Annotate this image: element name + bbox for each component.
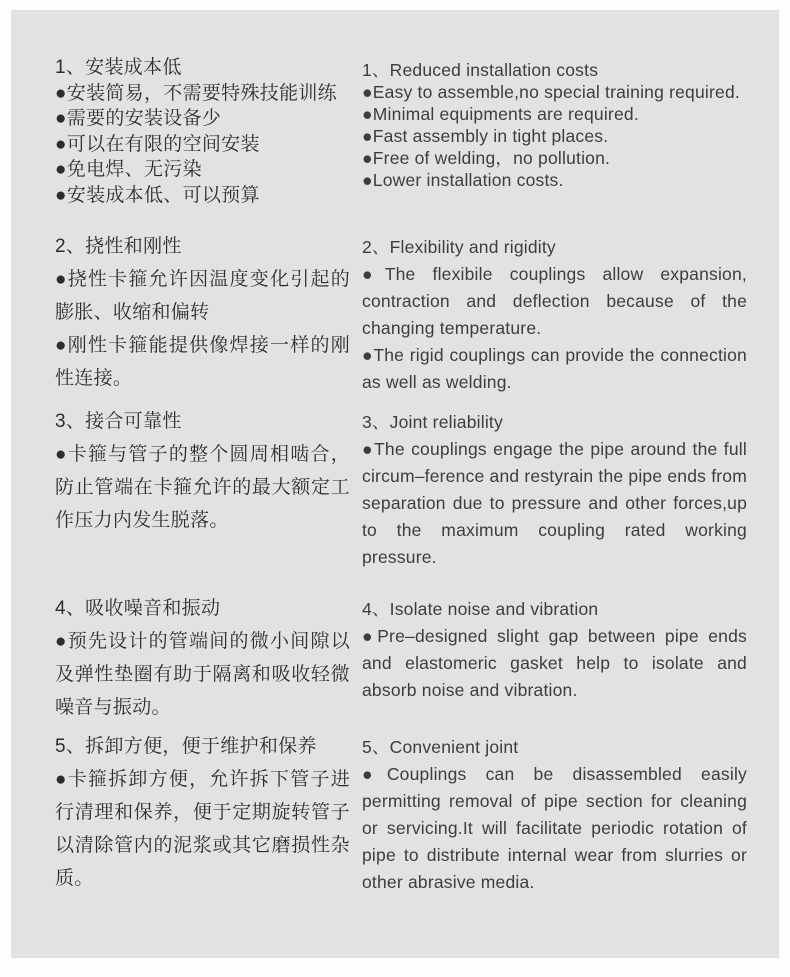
feature-section-en: [362, 405, 747, 571]
feature-bullet-en: ● Minimal equipments are required.: [362, 103, 747, 125]
feature-section-zh: [55, 405, 350, 571]
feature-bullet-zh: ● 安装成本低、可以预算: [55, 183, 350, 209]
feature-row-noise-vibration: [55, 592, 747, 724]
feature-row-convenient-joint: [55, 730, 747, 896]
feature-section-zh: [55, 230, 350, 396]
feature-bullet-zh: ● 免电焊、无污染: [55, 157, 350, 183]
feature-section-zh: [55, 730, 350, 896]
section-title-zh: 3、接合可靠性: [55, 411, 182, 432]
feature-bullet-en: ● The flexibile couplings allow expansion, contraction and deflection because of the changing temperature.: [362, 261, 747, 342]
feature-section-en: [362, 592, 747, 724]
section-title-en: 3、Joint reliability: [362, 412, 503, 432]
feature-bullet-en: ● Pre–designed slight gap between pipe ends and elastomeric gasket help to isolate and absorb noise and vibration.: [362, 623, 747, 704]
feature-bullet-zh: ● 安装简易，不需要特殊技能训练: [55, 81, 350, 107]
feature-section-en: [362, 55, 747, 208]
feature-bullet-en: ● Free of welding，no pollution.: [362, 147, 747, 169]
feature-section-zh: [55, 55, 350, 208]
feature-section-en: [362, 730, 747, 896]
feature-bullet-en: ● Couplings can be disassembled easily permitting removal of pipe section for cleaning or servicing.It will facilitate periodic rotation of pipe to distribute internal wear from slurries or other abrasive media.: [362, 761, 747, 896]
feature-row-joint-reliability: [55, 405, 747, 571]
feature-bullet-en: ● The couplings engage the pipe around the full circum–ference and restyrain the pipe ends from separation due to pressure and other forces,up to the maximum coupling rated working pressure.: [362, 436, 747, 571]
feature-bullet-zh: ● 卡箍拆卸方便，允许拆下管子进行清理和保养，便于定期旋转管子以清除管内的泥浆或其它磨损性杂质。: [55, 763, 350, 895]
feature-bullet-zh: ● 需要的安装设备少: [55, 106, 350, 132]
section-title-zh: 1、安装成本低: [55, 57, 182, 78]
content-panel: [11, 10, 779, 958]
section-title-en: 2、Flexibility and rigidity: [362, 237, 556, 257]
feature-bullet-en: ● Easy to assemble,no special training required.: [362, 81, 747, 103]
feature-row-installation-costs: [55, 55, 747, 208]
section-title-en: 4、Isolate noise and vibration: [362, 599, 599, 619]
section-title-zh: 2、挠性和刚性: [55, 236, 182, 257]
feature-bullet-en: ● The rigid couplings can provide the connection as well as welding.: [362, 342, 747, 396]
section-title-en: 1、Reduced installation costs: [362, 60, 599, 80]
feature-bullet-zh: ● 预先设计的管端间的微小间隙以及弹性垫圈有助于隔离和吸收轻微噪音与振动。: [55, 625, 350, 724]
section-title-zh: 5、拆卸方便，便于维护和保养: [55, 736, 317, 757]
feature-bullet-zh: ● 卡箍与管子的整个圆周相啮合，防止管端在卡箍允许的最大额定工作压力内发生脱落。: [55, 438, 350, 537]
feature-bullet-zh: ● 可以在有限的空间安装: [55, 132, 350, 158]
feature-section-zh: [55, 592, 350, 724]
feature-section-en: [362, 230, 747, 396]
feature-row-flexibility-rigidity: [55, 230, 747, 396]
section-title-en: 5、Convenient joint: [362, 737, 519, 757]
feature-bullet-en: ● Fast assembly in tight places.: [362, 125, 747, 147]
section-title-zh: 4、吸收噪音和振动: [55, 598, 221, 619]
feature-bullet-zh: ● 挠性卡箍允许因温度变化引起的膨胀、收缩和偏转: [55, 263, 350, 329]
feature-bullet-en: ● Lower installation costs.: [362, 169, 747, 191]
feature-bullet-zh: ● 刚性卡箍能提供像焊接一样的刚性连接。: [55, 329, 350, 395]
